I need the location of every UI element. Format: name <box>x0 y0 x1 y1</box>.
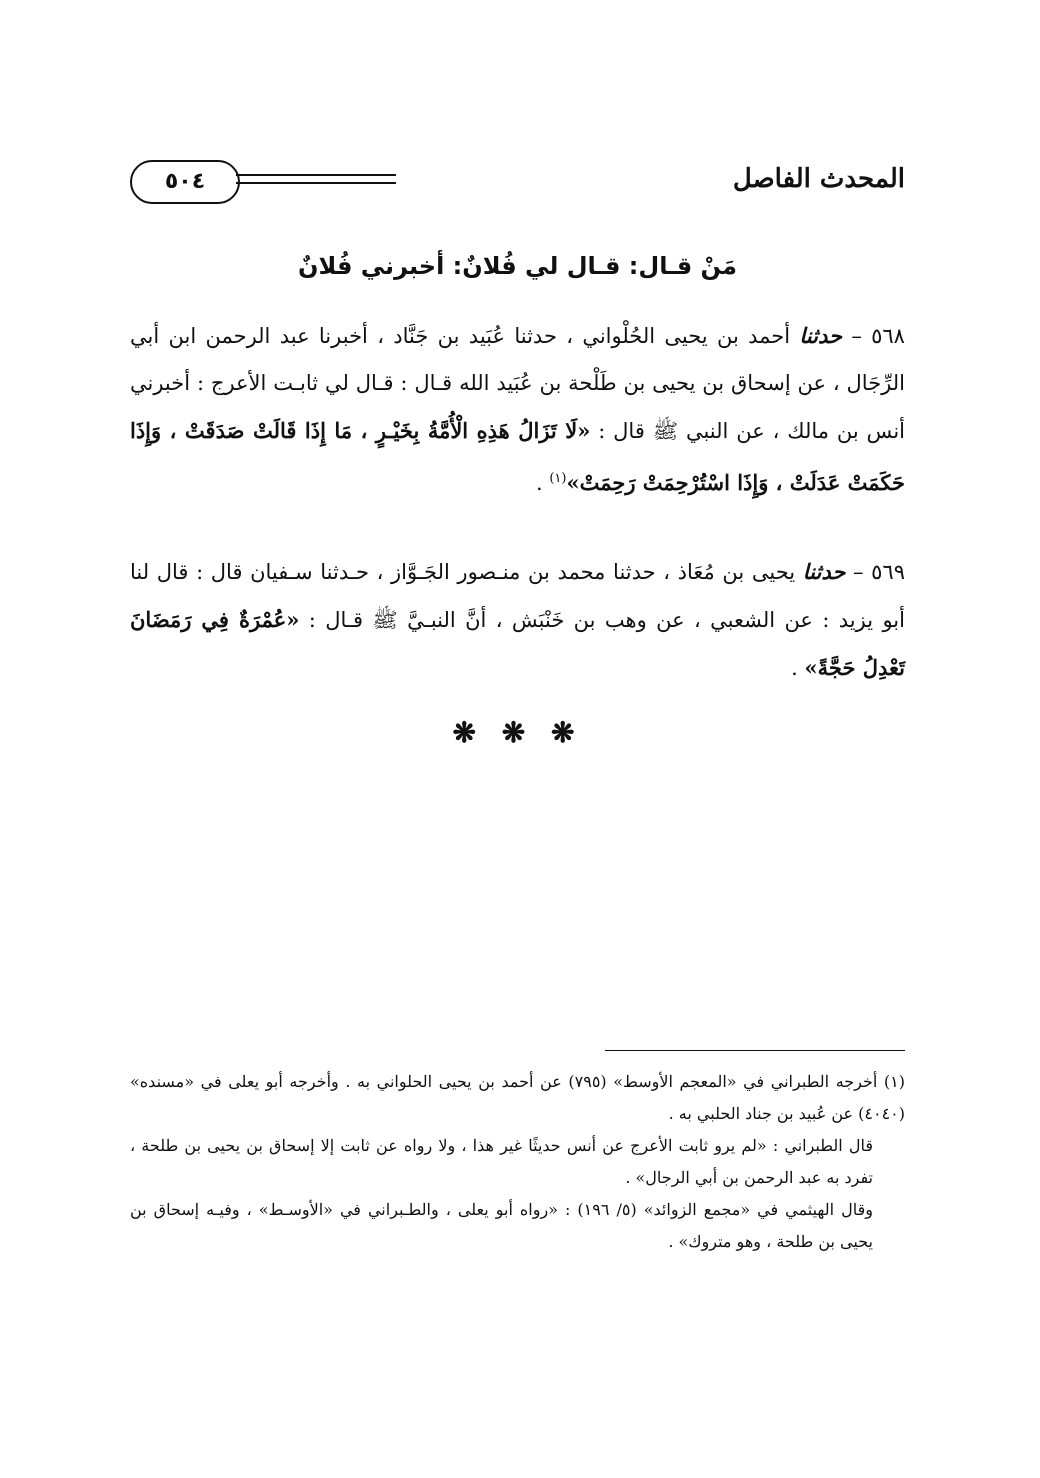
hadith-end: . <box>791 656 798 680</box>
hadith-keyword: حدثنا <box>802 559 846 584</box>
page-header <box>130 160 905 208</box>
hadith-568 <box>130 312 905 507</box>
footnote-divider <box>605 1050 905 1051</box>
hadith-text: أحمد بن يحيى الحُلْواني ، حدثنا عُبَيد بن جَنَّاد ، أخبرنا عبد الرحمن ابن أبي الرِّجَال ، عن إسحاق بن يحيى بن طَلْحة بن عُبَيد الله قـال : قـال لي ثابـت الأعرج : أخبرني أنس بن مالك ، عن النبي ﷺ قال : <box>130 324 905 443</box>
hadith-keyword: حدثنا <box>799 323 842 348</box>
footnotes <box>130 1066 905 1258</box>
hadith-end: . <box>535 471 543 495</box>
chapter-heading: مَنْ قـال: قـال لي فُلانٌ: أخبرني فُلانٌ <box>298 252 737 280</box>
hadith-number: ٥٦٨ – <box>851 324 905 348</box>
footnote-1-quote-tabarani: قال الطبراني : «لم يرو ثابت الأعرج عن أنس حديثًا غير هذا ، ولا رواه عن ثابت إلا إسحاق بن يحيى بن طلحة ، تفرد به عبد الرحمن بن أبي الرجال» . <box>130 1136 874 1187</box>
book-title: المحدث الفاصل <box>732 164 905 194</box>
section-separator: ❋ ❋ ❋ <box>452 716 583 749</box>
page-number: ٥٠٤ <box>130 160 240 204</box>
footnote-1: (١) أخرجه الطبراني في «المعجم الأوسط» (٧٩٥) عن أحمد بن يحيى الحلواني به . وأخرجه أبو يعلى في «مسنده» (٤٠٤٠) عن عُبيد بن جناد الحلبي به . <box>130 1072 906 1123</box>
hadith-569 <box>130 548 905 692</box>
hadith-quote: «لَا تَزَالُ هَذِهِ الْأُمَّةُ بِخَيْـرٍ ، مَا إِذَا قَالَتْ صَدَقَتْ ، وَإِذَا حَكَمَتْ عَدَلَتْ ، وَإِذَا اسْتُرْحِمَتْ رَحِمَتْ» <box>130 418 905 495</box>
header-rule <box>236 174 396 176</box>
footnote-reference[interactable]: (١) <box>549 471 567 486</box>
hadith-text: يحيى بن مُعَاذ ، حدثنا محمد بن منـصور الجَـوَّاز ، حـدثنا سـفيان قال : قال لنا أبو يزيد : عن الشعبي ، عن وهب بن خَنْبَش ، أنَّ النبـيَّ ﷺ قـال : <box>130 560 905 632</box>
footnote-1-quote-haythami: وقال الهيثمي في «مجمع الزوائد» (٥/ ١٩٦) : «رواه أبو يعلى ، والطـبراني في «الأوسـط» ، وفيـه إسحاق بن يحيى بن طلحة ، وهو متروك» . <box>130 1200 874 1251</box>
hadith-quote: «عُمْرَةٌ فِي رَمَضَانَ تَعْدِلُ حَجَّةً» <box>130 607 905 680</box>
header-rule <box>236 182 396 184</box>
hadith-number: ٥٦٩ – <box>853 560 905 584</box>
